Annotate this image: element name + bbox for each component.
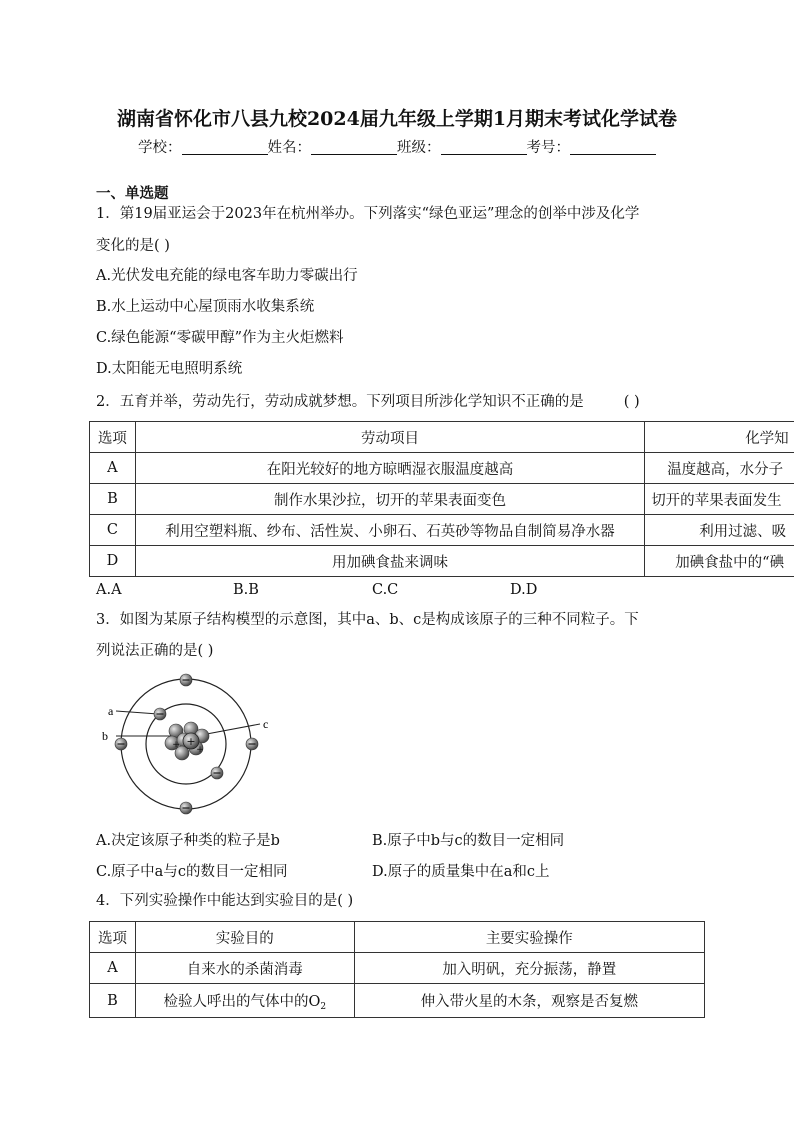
row-labor-item: 在阳光较好的地方晾晒湿衣服温度越高 xyxy=(135,453,644,484)
q1-stem-line1: 1．第19届亚运会于2023年在杭州举办。下列落实“绿色亚运”理念的创举中涉及化学 xyxy=(96,206,640,222)
row-chem-knowledge: 加碘食盐中的“碘 xyxy=(645,546,794,577)
atom-model-diagram xyxy=(96,670,286,820)
label-b: b xyxy=(102,729,108,743)
q1-option-b[interactable]: B.水上运动中心屋顶雨水收集系统 xyxy=(96,299,315,315)
q2-answer-paren: ( ) xyxy=(623,394,640,410)
row-operation: 伸入带火星的木条，观察是否复燃 xyxy=(354,984,704,1018)
exam-title: 湖南省怀化市八县九校2024届九年级上学期1月期末考试化学试卷 xyxy=(116,108,678,130)
table-row xyxy=(90,953,705,984)
q2-answer-a[interactable]: A.A xyxy=(96,582,122,598)
row-option: B xyxy=(90,984,136,1018)
school-label: 学校： xyxy=(138,140,182,156)
q2-answer-c[interactable]: C.C xyxy=(372,582,399,598)
table-row xyxy=(90,984,705,1018)
electron xyxy=(211,767,223,779)
q1-stem-line2: 变化的是( ) xyxy=(96,238,170,254)
q1-option-c[interactable]: C.绿色能源“零碳甲醇”作为主火炬燃料 xyxy=(96,330,344,346)
q4-stem: 4．下列实验操作中能达到实验目的是( ) xyxy=(96,893,354,909)
header-purpose: 实验目的 xyxy=(135,922,354,953)
student-info-line xyxy=(0,136,794,157)
name-label: 姓名： xyxy=(267,140,311,156)
school-blank[interactable] xyxy=(182,140,268,155)
q2-answer-d[interactable]: D.D xyxy=(510,582,538,598)
row-option: D xyxy=(90,546,136,577)
name-blank[interactable] xyxy=(311,140,397,155)
table-row xyxy=(90,484,794,515)
row-option: A xyxy=(90,953,136,984)
table-header-row xyxy=(90,922,705,953)
row-chem-knowledge: 利用过滤、吸 xyxy=(645,515,794,546)
row-operation: 加入明矾，充分振荡，静置 xyxy=(354,953,704,984)
label-a: a xyxy=(108,704,114,718)
table-row xyxy=(90,515,794,546)
electron xyxy=(180,674,192,686)
row-option: C xyxy=(90,515,136,546)
header-option: 选项 xyxy=(90,922,136,953)
q2-stem-text: 2．五育并举，劳动先行，劳动成就梦想。下列项目所涉化学知识不正确的是 xyxy=(96,394,584,410)
row-option: B xyxy=(90,484,136,515)
row-labor-item: 用加碘食盐来调味 xyxy=(135,546,644,577)
number-label: 考号： xyxy=(526,140,570,156)
q4-table xyxy=(89,921,705,1018)
label-c: c xyxy=(263,717,269,731)
plus-sign: + xyxy=(172,740,180,750)
header-operation: 主要实验操作 xyxy=(354,922,704,953)
row-labor-item: 利用空塑料瓶、纱布、活性炭、小卵石、石英砂等物品自制简易净水器 xyxy=(135,515,644,546)
row-purpose xyxy=(135,984,354,1018)
q3-stem-line1: 3．如图为某原子结构模型的示意图，其中a、b、c是构成该原子的三种不同粒子。下 xyxy=(96,612,639,628)
q3-option-a[interactable]: A.决定该原子种类的粒子是b xyxy=(96,833,280,849)
q3-option-d[interactable]: D.原子的质量集中在a和c上 xyxy=(372,864,550,880)
label-a-line xyxy=(116,711,158,714)
class-label: 班级： xyxy=(397,140,441,156)
q2-table xyxy=(89,421,794,577)
table-row xyxy=(90,546,794,577)
electron xyxy=(115,738,127,750)
header-labor-item: 劳动项目 xyxy=(135,422,644,453)
table-row xyxy=(90,453,794,484)
q3-stem-line2: 列说法正确的是( ) xyxy=(96,643,214,659)
row-labor-item: 制作水果沙拉，切开的苹果表面变色 xyxy=(135,484,644,515)
plus-sign: + xyxy=(196,745,204,755)
plus-sign: + xyxy=(186,735,196,748)
row-purpose: 自来水的杀菌消毒 xyxy=(135,953,354,984)
q1-option-a[interactable]: A.光伏发电充能的绿电客车助力零碳出行 xyxy=(96,268,358,284)
nucleus xyxy=(165,722,209,760)
section-heading: 一、单选题 xyxy=(96,185,169,202)
q1-option-d[interactable]: D.太阳能无电照明系统 xyxy=(96,361,243,377)
number-blank[interactable] xyxy=(570,140,656,155)
table-header-row xyxy=(90,422,794,453)
q2-answer-b[interactable]: B.B xyxy=(233,582,259,598)
row-chem-knowledge: 切开的苹果表面发生 xyxy=(645,484,794,515)
q2-stem xyxy=(96,392,640,412)
electron xyxy=(180,802,192,814)
electron xyxy=(154,708,166,720)
header-chem-knowledge: 化学知 xyxy=(645,422,794,453)
row-purpose-subscript: 2 xyxy=(320,1001,327,1012)
q3-option-b[interactable]: B.原子中b与c的数目一定相同 xyxy=(372,833,565,849)
class-blank[interactable] xyxy=(441,140,527,155)
row-option: A xyxy=(90,453,136,484)
q3-option-c[interactable]: C.原子中a与c的数目一定相同 xyxy=(96,864,288,880)
electron xyxy=(246,738,258,750)
row-purpose-text: 检验人呼出的气体中的O xyxy=(163,993,321,1010)
header-option: 选项 xyxy=(90,422,136,453)
row-chem-knowledge: 温度越高，水分子 xyxy=(645,453,794,484)
